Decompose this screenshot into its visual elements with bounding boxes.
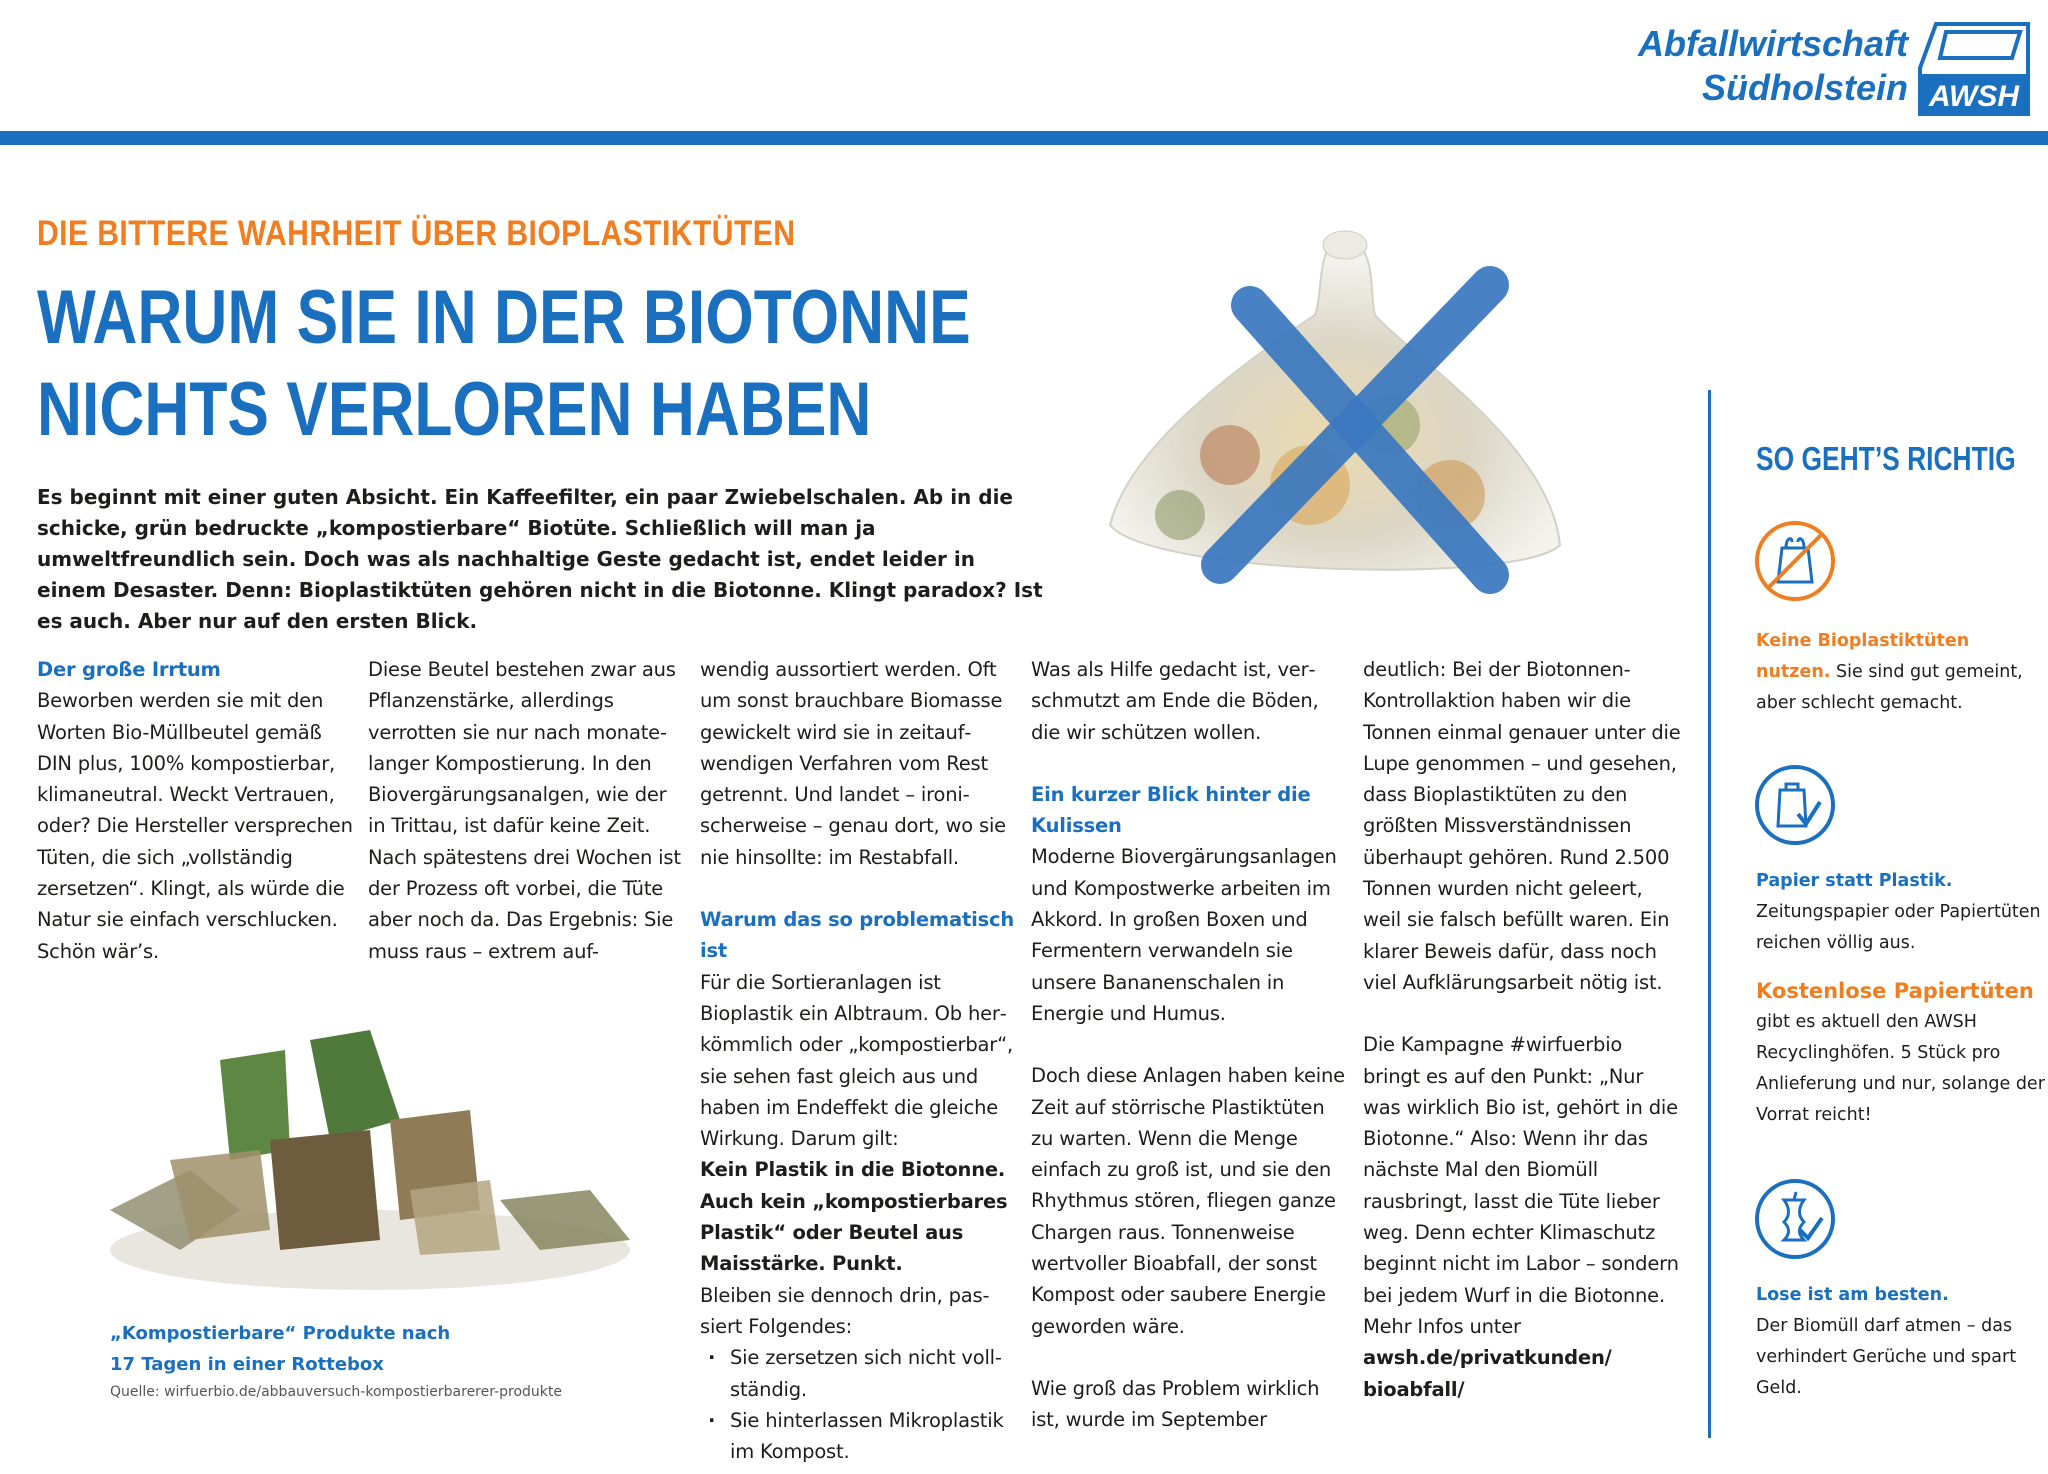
tip-no-bioplastic: [1756, 626, 2046, 719]
tip4-text: Der Biomüll darf atmen – das verhindert Gerüche und spart Geld.: [1756, 1316, 2017, 1398]
brand-name: [1638, 22, 1908, 110]
headline-line-2: NICHTS VERLOREN HABEN: [37, 367, 872, 452]
col2-text: Diese Beutel bestehen zwar aus Pflanzenstärke, allerdings verrotten sie nur nach monatelanger Kompostierung. In den Biovergärungsanalgen, wie der in Trittau, ist dafür keine Zeit. Nach spätestens drei Wochen ist der Prozess oft vorbei, die Tüte aber noch da. Das Ergebnis: Sie muss raus – extrem auf-: [368, 658, 681, 963]
heading-kulissen: Ein kurzer Blick hinter die Kulissen: [1031, 782, 1311, 838]
column-2: [368, 654, 688, 967]
col1-text: Beworben werden sie mit den Worten Bio-Müllbeutel gemäß DIN plus, 100% kompostierbar, klimaneutral. Weckt Vertrauen, oder? Die Hersteller versprechen Tüten, die sich „vollständig zersetzen“. Klingt, als würde die Natur sie einfach verschlucken. Schön wär’s.: [37, 689, 353, 963]
image-source: Quelle: wirfuerbio.de/abbauversuch-kompostierbarerer-produkte: [110, 1384, 563, 1400]
tip-paper: [1756, 866, 2046, 959]
heading-grosse-irrtum: Der große Irrtum: [37, 658, 221, 681]
article-kicker: DIE BITTERE WAHRHEIT ÜBER BIOPLASTIKTÜTEN: [37, 214, 796, 253]
col3-text-1: wendig aussortiert werden. Oft um sonst brauchbare Biomasse gewickelt wird sie in zeitaufwendigen Verfahren vom Rest getrennt. Und landet – ironischerweise – genau dort, wo sie nie hinsollte: im Restabfall.: [700, 658, 1006, 869]
headline-line-1: WARUM SIE IN DER BIOTONNE: [37, 275, 971, 360]
caption-line-2: 17 Tagen in einer Rottebox: [110, 1354, 384, 1375]
col3-text-3: Bleiben sie dennoch drin, passiert Folgendes:: [700, 1283, 990, 1338]
col4-text-1: Was als Hilfe gedacht ist, verschmutzt am Ende die Böden, die wir schützen wollen.: [1031, 658, 1319, 744]
column-5: [1363, 654, 1683, 1405]
consequence-list: [700, 1342, 1020, 1467]
compost-products-image: [70, 1000, 650, 1300]
sidebar-title: SO GEHT’S RICHTIG: [1756, 440, 2016, 477]
article-intro: Es beginnt mit einer guten Absicht. Ein Kaffeefilter, ein paar Zwiebelschalen. Ab in die schicke, grün bedruckte „kompostierbare“ Biotüte. Schließlich will man ja umweltfreundlich sein. Doch was als nachhaltige Geste gedacht ist, endet leider in einem Desaster. Denn: Bioplastiktüten gehören nicht in die Biotonne. Klingt paradox? Ist es auch. Aber nur auf den ersten Blick.: [37, 485, 1043, 633]
no-plastic-bag-icon: [1752, 518, 1838, 604]
list-item: · Sie zersetzen sich nicht vollständig.: [700, 1342, 1020, 1405]
tip1-text: Sie sind gut gemeint, aber schlecht gemacht.: [1756, 662, 2023, 713]
tip-free-bags: [1756, 976, 2046, 1131]
article-headline: [37, 272, 971, 456]
brand-line-1: Abfallwirtschaft: [1637, 23, 1908, 64]
col3-text-2: Für die Sortieranlagen ist Bioplastik ein Albtraum. Ob herkömmlich oder „kompostierbar“, sie sehen fast gleich aus und haben im Endeffekt die gleiche Wirkung. Darum gilt:: [700, 970, 1013, 1151]
column-4: [1031, 654, 1351, 1436]
tip1-highlight: Keine Bioplastiktüten nutzen.: [1756, 631, 1970, 682]
list-item: · Sie hinterlassen Mikroplastik im Kompost.: [700, 1405, 1020, 1468]
paper-bag-check-icon: [1752, 762, 1838, 848]
col4-text-2: Moderne Biovergärungsanlagen und Kompostwerke arbeiten im Akkord. In großen Boxen und Fermentern verwandeln sie unsere Bananenschalen in Energie und Humus.: [1031, 845, 1337, 1025]
tip3-title: Kostenlose Papiertüten: [1756, 979, 2034, 1003]
col5-text-1: deutlich: Bei der Biotonnen-Kontrollaktion haben wir die Tonnen einmal genauer unter die Lupe genommen – und gesehen, dass Bioplastiktüten zu den größten Missverständnissen überhaupt gehören. Rund 2.500 Tonnen wurden nicht geleert, weil sie falsch befüllt waren. Ein klarer Beweis dafür, dass noch viel Aufklärungsarbeit nötig ist.: [1363, 658, 1681, 994]
col5-text-2: Die Kampagne #wirfuerbio bringt es auf den Punkt: „Nur was wirklich Bio ist, gehört in die Biotonne.“ Also: Wenn ihr das nächste Mal den Biomüll rausbringt, lasst die Tüte lieber weg. Denn echter Klimaschutz beginnt nicht im Labor – sondern bei jedem Wurf in die Biotonne. Mehr Infos unter: [1363, 1033, 1679, 1338]
brand-line-2: Südholstein: [1702, 67, 1908, 108]
tip-loose: [1756, 1280, 2046, 1404]
header-bar: [0, 131, 2048, 145]
tip3-text: gibt es aktuell den AWSH Recyclinghöfen. 5 Stück pro Anlieferung und nur, solange der Vorrat reicht!: [1756, 1012, 2045, 1125]
apple-core-check-icon: [1752, 1176, 1838, 1262]
col4-text-3: Doch diese Anlagen haben keine Zeit auf störrische Plastiktüten zu warten. Wenn die Menge einfach zu groß ist, und sie den Rhythmus stören, fliegen ganze Chargen raus. Tonnenweise wertvoller Bioabfall, der sonst Kompost oder saubere Energie geworden wäre.: [1031, 1064, 1345, 1338]
col3-bold-statement: Kein Plastik in die Biotonne. Auch kein „kompostierbares Plastik“ oder Beutel aus Maisstärke. Punkt.: [700, 1158, 1008, 1276]
heading-problematisch: Warum das so problematisch ist: [700, 908, 1015, 963]
awsh-logo: [1916, 18, 2032, 116]
logo-text: AWSH: [1929, 80, 2019, 113]
tip4-title: Lose ist am besten.: [1756, 1285, 1949, 1305]
column-3: [700, 654, 1020, 1467]
image-caption: [110, 1318, 450, 1380]
caption-line-1: „Kompostierbare“ Produkte nach: [110, 1323, 451, 1344]
tip2-text: Zeitungspapier oder Papiertüten reichen völlig aus.: [1756, 902, 2041, 953]
sidebar-divider: [1708, 390, 1711, 1438]
info-link[interactable]: awsh.de/privatkunden/ bioabfall/: [1363, 1346, 1612, 1401]
tip2-title: Papier statt Plastik.: [1756, 871, 1953, 891]
crossed-bag-image: [1090, 225, 1600, 595]
column-1: [37, 654, 357, 967]
col4-text-4: Wie groß das Problem wirklich ist, wurde im September: [1031, 1376, 1320, 1432]
